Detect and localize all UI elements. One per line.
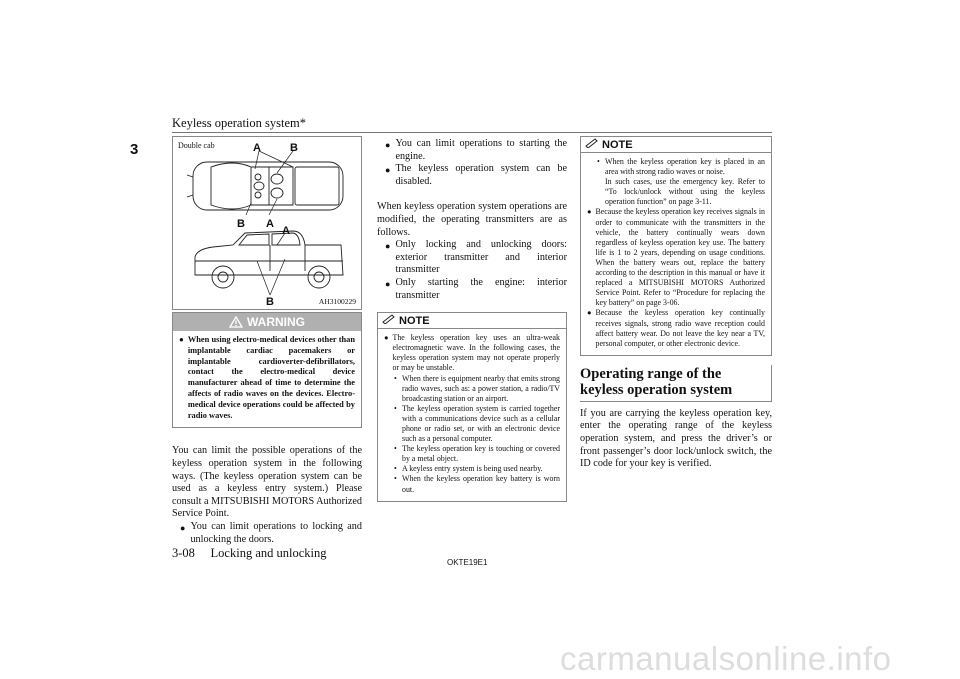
modified-paragraph: When keyless operation system operations are modified, the operating transmitters are as follows. (377, 201, 567, 238)
note-bullet: ● The keyless operation key uses an ultra-weak electromagnetic wave. In the following cases, the keyless operation system may not operate properly or may be unstable. (384, 333, 560, 373)
site-watermark: carmanualsonline.info (560, 640, 892, 677)
vehicle-figure (172, 136, 362, 310)
limit-list-continued (377, 138, 567, 188)
list-item: • When there is equipment nearby that emits strong radio waves, such as: a power station, a radio/TV broadcasting station or an airport. (394, 373, 560, 403)
label-a-side: A (282, 225, 290, 237)
bullet-icon: ● (385, 241, 391, 252)
column-middle (377, 136, 567, 502)
header-rule (172, 132, 772, 133)
note-pen-icon (382, 314, 396, 327)
list-item: • When the keyless operation key battery is worn out. (394, 474, 560, 494)
intro-paragraph: You can limit the possible operations of the keyless operation system in the following ways. (The keyless operation system can be used as a keyless entry system.) Please consult a MITSUBISHI MOTORS Authorized Service Point. (172, 445, 362, 520)
warning-body (173, 331, 361, 427)
label-a-mid: A (266, 218, 274, 230)
list-item: ● Only locking and unlocking doors: exterior transmitter and interior transmitter (385, 239, 567, 276)
list-item: ● You can limit operations to starting the engine. (385, 138, 567, 162)
bullet-icon: ● (385, 278, 391, 289)
page-number: 3-08 (172, 546, 195, 560)
page-footer (172, 546, 327, 561)
note-sublist (384, 374, 560, 495)
bullet-icon: ● (180, 522, 186, 533)
note-header (581, 137, 771, 153)
warning-icon (229, 315, 243, 333)
column-left (172, 136, 362, 546)
warning-text: When using electro-medical devices other than implantable cardiac pacemakers or implantable cardioverter-defibrillators, contact the electro-medical device manufacturer ahead of time to determine the affects of radio waves on the devices. Electro-medical device operations could be affected by radio waves. (187, 335, 355, 420)
note-bullet: ● Because the keyless operation key continually receives signals, strong radio wave reception could affect battery wear. Do not leave the key near a TV, personal computer, or other electronic device. (587, 308, 765, 348)
note-body (378, 329, 566, 501)
note-box-continued (580, 136, 772, 356)
document-code: OKTE19E1 (447, 558, 488, 567)
bullet-icon: ● (385, 165, 391, 176)
list-item: ● Only starting the engine: interior transmitter (385, 276, 567, 301)
figure-code: AH3100229 (318, 297, 356, 306)
list-item: • When the keyless operation key is placed in an area with strong radio waves or noise. (597, 157, 765, 177)
list-item: • The keyless operation system is carried together with a communications device such as a cellular phone or radio set, or with an electronic device such as a personal computer. (394, 403, 560, 444)
bullet-icon: ● (587, 308, 592, 318)
range-paragraph: If you are carrying the keyless operation key, enter the operating range of the keyless operation system, and press the driver’s or front passenger’s door lock/unlock switch, the ID code for your key is verified. (580, 407, 772, 470)
figure-caption: Double cab (178, 141, 215, 150)
limit-list (172, 521, 362, 546)
vehicle-illustration (173, 137, 363, 311)
label-b-mid: B (237, 218, 245, 230)
bullet-icon: ● (587, 207, 592, 217)
label-b-top: B (290, 142, 298, 154)
note-sub-extra: In such cases, use the emergency key. Refer to “To lock/unlock without using the keyless operation function” on page 3-11. (605, 177, 765, 207)
label-a-top: A (253, 142, 261, 154)
list-item: ● You can limit operations to locking and unlocking the doors. (180, 520, 362, 545)
note-header (378, 313, 566, 329)
note-body (581, 153, 771, 355)
note-sublist (587, 157, 765, 177)
note-bullet: ● Because the keyless operation key receives signals in order to communicate with the transmitters in the vehicle, the battery continually wears down regardless of keyless operation key use. The battery life is 1 to 2 years, depending on usage conditions. When the battery wears out, replace the battery according to the description in this manual or have it replaced a MITSUBISHI MOTORS Authorized Service Point. Refer to “Procedure for replacing the key battery” on page 3-06. (587, 207, 765, 308)
note-title: NOTE (399, 314, 430, 327)
note-pen-icon (585, 138, 599, 151)
list-item: ● The keyless operation system can be disabled. (385, 163, 567, 187)
warning-title: WARNING (247, 315, 305, 329)
section-heading: Operating range of the keyless operation system (580, 365, 772, 402)
label-b-side: B (266, 296, 274, 308)
bullet-icon: ● (385, 140, 391, 150)
page-header-title: Keyless operation system* (172, 116, 307, 130)
bullet-icon: ● (179, 335, 184, 344)
chapter-tab: 3 (130, 141, 139, 158)
bullet-icon: ● (384, 333, 389, 343)
column-right (580, 136, 772, 471)
list-item: • The keyless operation key is touching or covered by a metal object. (394, 444, 560, 464)
note-title: NOTE (602, 138, 633, 151)
note-box (377, 312, 567, 502)
footer-section: Locking and unlocking (210, 546, 327, 560)
warning-header (173, 313, 361, 331)
transmitter-list (377, 239, 567, 302)
list-item: • A keyless entry system is being used nearby. (394, 464, 543, 474)
warning-box (172, 312, 362, 428)
